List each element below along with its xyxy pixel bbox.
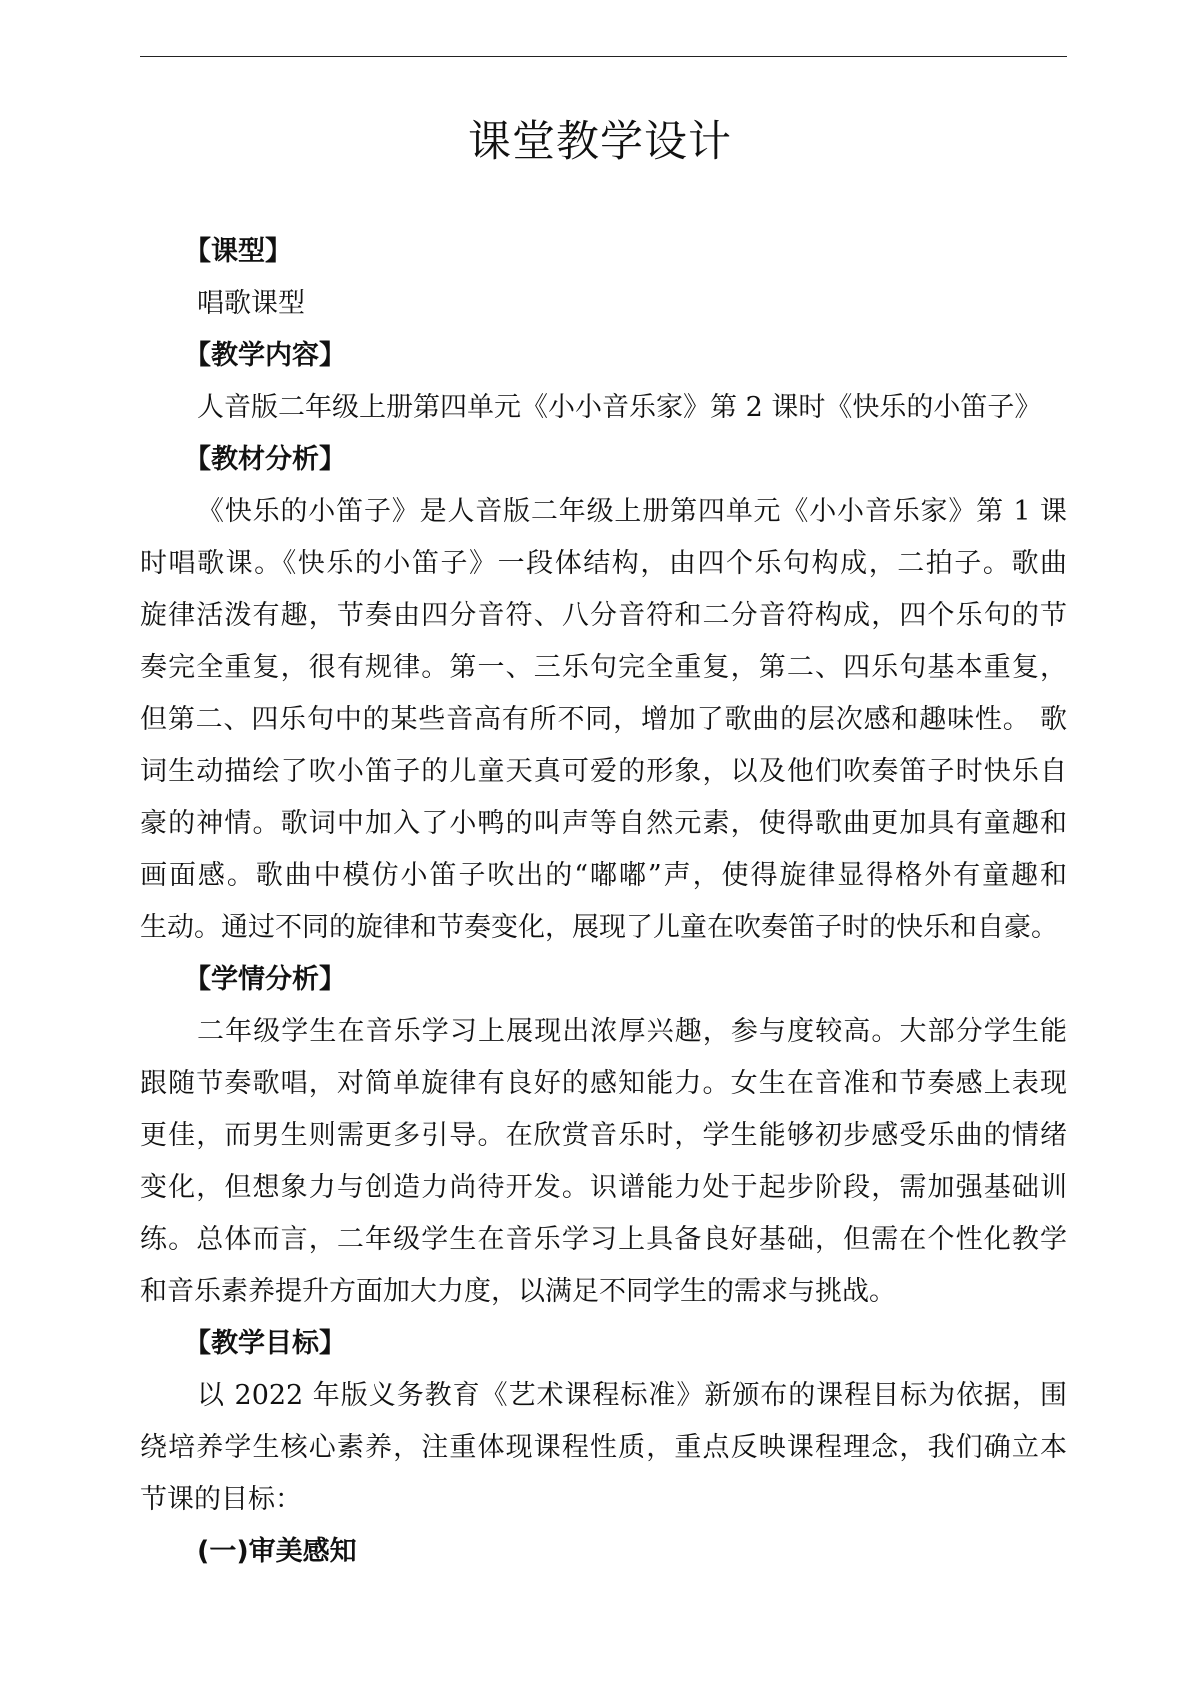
paragraph-line: 和音乐素养提升方面加大力度，以满足不同学生的需求与挑战。 — [140, 1276, 896, 1307]
paragraph-line: 唱歌课型 — [197, 288, 305, 319]
paragraph-line: 但第二、四乐句中的某些音高有所不同，增加了歌曲的层次感和趣味性。 歌 — [140, 704, 1067, 735]
paragraph-line: 人音版二年级上册第四单元《小小音乐家》第 2 课时《快乐的小笛子》 — [197, 392, 1042, 423]
paragraph-line: 跟随节奏歌唱，对简单旋律有良好的感知能力。女生在音准和节奏感上表现 — [140, 1068, 1067, 1099]
paragraph-line: 奏完全重复，很有规律。第一、三乐句完全重复，第二、四乐句基本重复， — [140, 652, 1067, 683]
section-heading-learner-analysis: 【学情分析】 — [184, 964, 346, 995]
paragraph-line: 更佳，而男生则需更多引导。在欣赏音乐时，学生能够初步感受乐曲的情绪 — [140, 1120, 1067, 1151]
paragraph-line: 生动。通过不同的旋律和节奏变化，展现了儿童在吹奏笛子时的快乐和自豪。 — [140, 912, 1058, 943]
section-heading-teaching-objectives: 【教学目标】 — [184, 1328, 346, 1359]
paragraph-line: 词生动描绘了吹小笛子的儿童天真可爱的形象，以及他们吹奏笛子时快乐自 — [140, 756, 1067, 787]
paragraph-line: 画面感。歌曲中模仿小笛子吹出的“嘟嘟”声，使得旋律显得格外有童趣和 — [140, 860, 1067, 891]
subsection-heading-aesthetic-perception: (一)审美感知 — [197, 1536, 357, 1567]
header-rule — [140, 56, 1067, 57]
page-title: 课堂教学设计 — [468, 117, 732, 167]
paragraph-line: 节课的目标： — [140, 1484, 302, 1515]
paragraph-line: 时唱歌课。《快乐的小笛子》一段体结构，由四个乐句构成，二拍子。歌曲 — [140, 548, 1067, 579]
paragraph-line: 以 2022 年版义务教育《艺术课程标准》新颁布的课程目标为依据，围 — [197, 1380, 1067, 1411]
paragraph-line: 绕培养学生核心素养，注重体现课程性质，重点反映课程理念，我们确立本 — [140, 1432, 1067, 1463]
section-heading-material-analysis: 【教材分析】 — [184, 444, 346, 475]
section-heading-course-type: 【课型】 — [184, 236, 292, 267]
paragraph-line: 《快乐的小笛子》是人音版二年级上册第四单元《小小音乐家》第 1 课 — [197, 496, 1067, 527]
paragraph-line: 变化，但想象力与创造力尚待开发。识谱能力处于起步阶段，需加强基础训 — [140, 1172, 1067, 1203]
document-body — [140, 226, 1067, 1578]
paragraph-line: 豪的神情。歌词中加入了小鸭的叫声等自然元素，使得歌曲更加具有童趣和 — [140, 808, 1067, 839]
paragraph-line: 练。总体而言，二年级学生在音乐学习上具备良好基础，但需在个性化教学 — [140, 1224, 1067, 1255]
paragraph-line: 旋律活泼有趣，节奏由四分音符、八分音符和二分音符构成，四个乐句的节 — [140, 600, 1067, 631]
section-heading-teaching-content: 【教学内容】 — [184, 340, 346, 371]
paragraph-line: 二年级学生在音乐学习上展现出浓厚兴趣，参与度较高。大部分学生能 — [197, 1016, 1067, 1047]
